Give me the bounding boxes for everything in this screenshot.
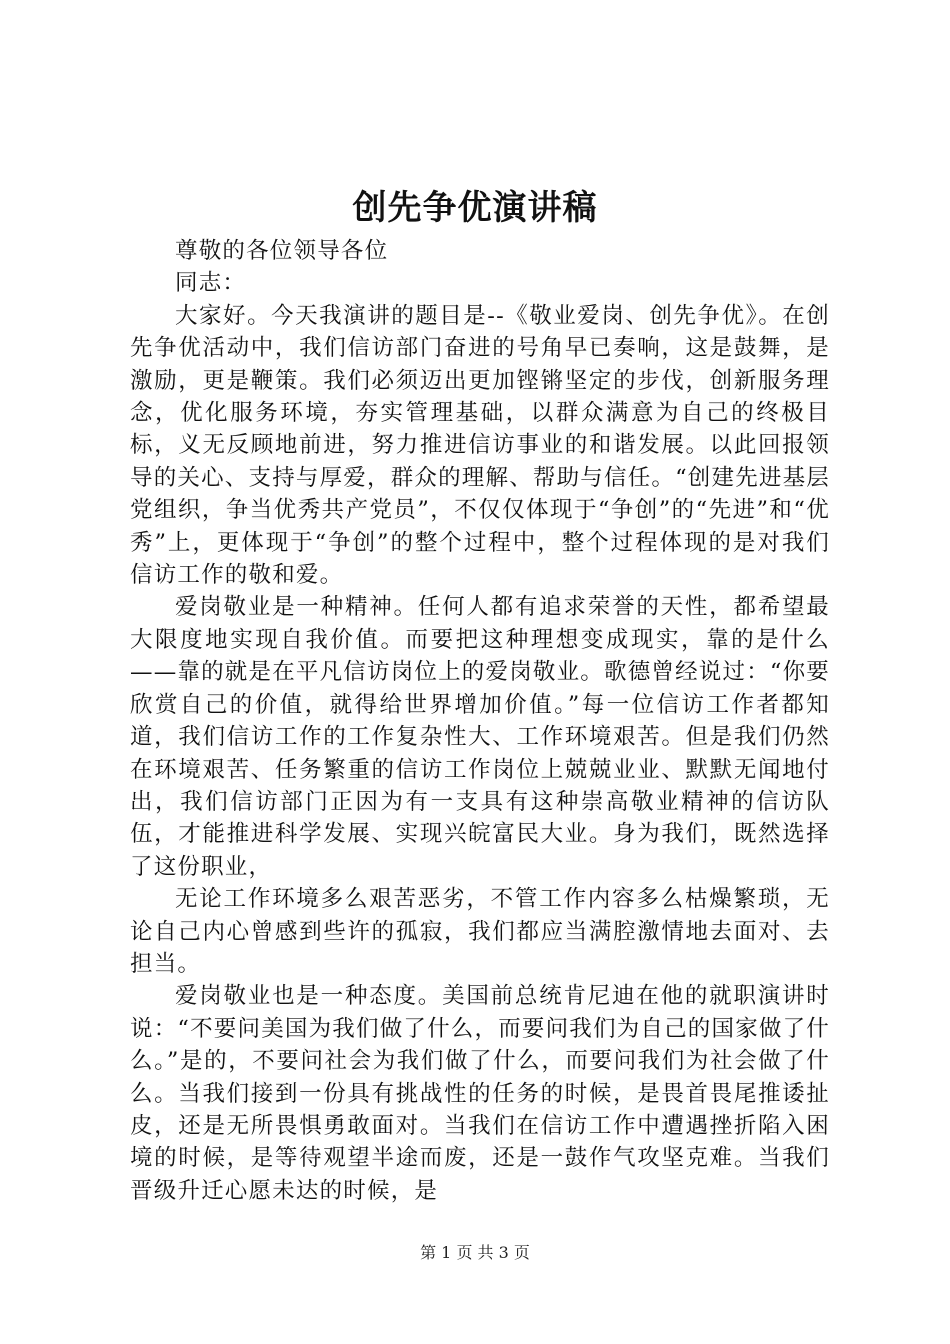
page-number: 第 1 页 共 3 页: [420, 1243, 530, 1262]
paragraph-commitment: 无论工作环境多么艰苦恶劣，不管工作内容多么枯燥繁琐，无论自己内心曾感到些许的孤寂，我们都应当满腔激情地去面对、去担当。: [130, 886, 830, 977]
paragraph-intro: 大家好。今天我演讲的题目是--《敬业爱岗、创先争优》。在创先争优活动中，我们信访部门奋进的号角早已奏响，这是鼓舞，是激励，更是鞭策。我们必须迈出更加铿锵坚定的步伐，创新服务理念，优化服务环境，夯实管理基础，以群众满意为自己的终极目标，义无反顾地前进，努力推进信访事业的和谐发展。以此回报领导的关心、支持与厚爱，群众的理解、帮助与信任。“创建先进基层党组织，争当优秀共产党员”，不仅仅体现于“争创”的“先进”和“优秀”上，更体现于“争创”的整个过程中，整个过程体现的是对我们信访工作的敬和爱。: [130, 302, 831, 589]
salutation-line-1: 尊敬的各位领导各位: [175, 238, 389, 264]
paragraph-spirit: 爱岗敬业是一种精神。任何人都有追求荣誉的天性，都希望最大限度地实现自我价值。而要把这种理想变成现实，靠的是什么——靠的就是在平凡信访岗位上的爱岗敬业。歌德曾经说过：“你要欣赏自己的价值，就得给世界增加价值。”每一位信访工作者都知道，我们信访工作的工作复杂性大、工作环境艰苦。但是我们仍然在环境艰苦、任务繁重的信访工作岗位上兢兢业业、默默无闻地付出，我们信访部门正因为有一支具有这种崇高敬业精神的信访队伍，才能推进科学发展、实现兴皖富民大业。身为我们，既然选择了这份职业，: [130, 594, 831, 880]
document-body: [130, 235, 830, 1207]
document-title: 创先争优演讲稿: [352, 188, 598, 228]
paragraph-attitude: 爱岗敬业也是一种态度。美国前总统肯尼迪在他的就职演讲时说：“不要问美国为我们做了什么，而要问我们为自己的国家做了什么。”是的，不要问社会为我们做了什么，而要问我们为社会做了什么。当我们接到一份具有挑战性的任务的时候，是畏首畏尾推诿扯皮，还是无所畏惧勇敢面对。当我们在信访工作中遭遇挫折陷入困境的时候，是等待观望半途而废，还是一鼓作气攻坚克难。当我们晋级升迁心愿未达的时候，是: [130, 983, 831, 1204]
salutation-line-2: 同志：: [175, 270, 247, 297]
